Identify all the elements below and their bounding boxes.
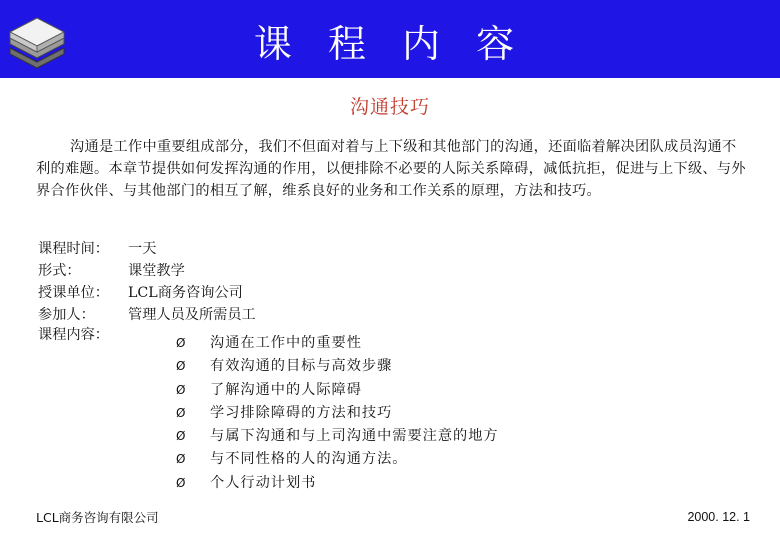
arrow-bullet-icon: Ø [176, 359, 187, 374]
info-value: 课堂教学 [128, 263, 185, 279]
topic-text: 个人行动计划书 [210, 474, 317, 491]
arrow-bullet-icon: Ø [176, 429, 187, 444]
topic-list [176, 332, 499, 495]
info-value: 管理人员及所需员工 [128, 307, 256, 323]
arrow-bullet-icon: Ø [176, 405, 187, 420]
list-item [176, 332, 499, 355]
info-row-format [38, 260, 185, 282]
arrow-bullet-icon: Ø [176, 475, 187, 490]
topic-text: 与不同性格的人的沟通方法。 [210, 451, 408, 468]
topic-text: 沟通在工作中的重要性 [210, 335, 362, 351]
info-label: 参加人： [38, 307, 95, 323]
list-item [176, 448, 499, 471]
footer-company: LCL商务咨询有限公司 [36, 510, 159, 525]
section-subtitle: 沟通技巧 [349, 96, 430, 118]
info-value: 一天 [128, 241, 157, 257]
info-label: 授课单位： [38, 285, 109, 301]
info-row-duration [38, 238, 156, 260]
intro-paragraph: 沟通是工作中重要组成部分，我们不但面对着与上下级和其他部门的沟通，还面临着解决团队成员沟通不利的难题。本章节提供如何发挥沟通的作用，以便排除不必要的人际关系障碍，减低抗拒，促进与上下级、与外界合作伙伴、与其他部门的相互了解，维系良好的业务和工作关系的原理，方法和技巧。 [36, 139, 746, 199]
info-label: 课程内容： [38, 327, 109, 343]
info-row-participants [38, 304, 256, 326]
topic-text: 学习排除障碍的方法和技巧 [210, 404, 393, 421]
arrow-bullet-icon: Ø [176, 452, 187, 467]
footer-date: 2000. 12. 1 [687, 510, 750, 524]
arrow-bullet-icon: Ø [176, 336, 187, 350]
info-row-content [38, 324, 128, 346]
list-item [176, 402, 499, 425]
topic-text: 与属下沟通和与上司沟通中需要注意的地方 [210, 428, 499, 445]
list-item [176, 355, 499, 378]
header-bar [0, 0, 780, 78]
list-item [176, 472, 499, 495]
info-label: 形式： [38, 263, 81, 279]
info-row-provider [38, 282, 243, 304]
arrow-bullet-icon: Ø [176, 382, 187, 397]
page-title: 课 程 内 容 [253, 22, 527, 66]
info-label: 课程时间： [38, 241, 109, 257]
info-value: LCL商务咨询公司 [128, 285, 243, 301]
topic-text: 了解沟通中的人际障碍 [210, 381, 362, 398]
list-item [176, 425, 499, 448]
topic-text: 有效沟通的目标与高效步骤 [210, 358, 393, 375]
list-item [176, 379, 499, 402]
